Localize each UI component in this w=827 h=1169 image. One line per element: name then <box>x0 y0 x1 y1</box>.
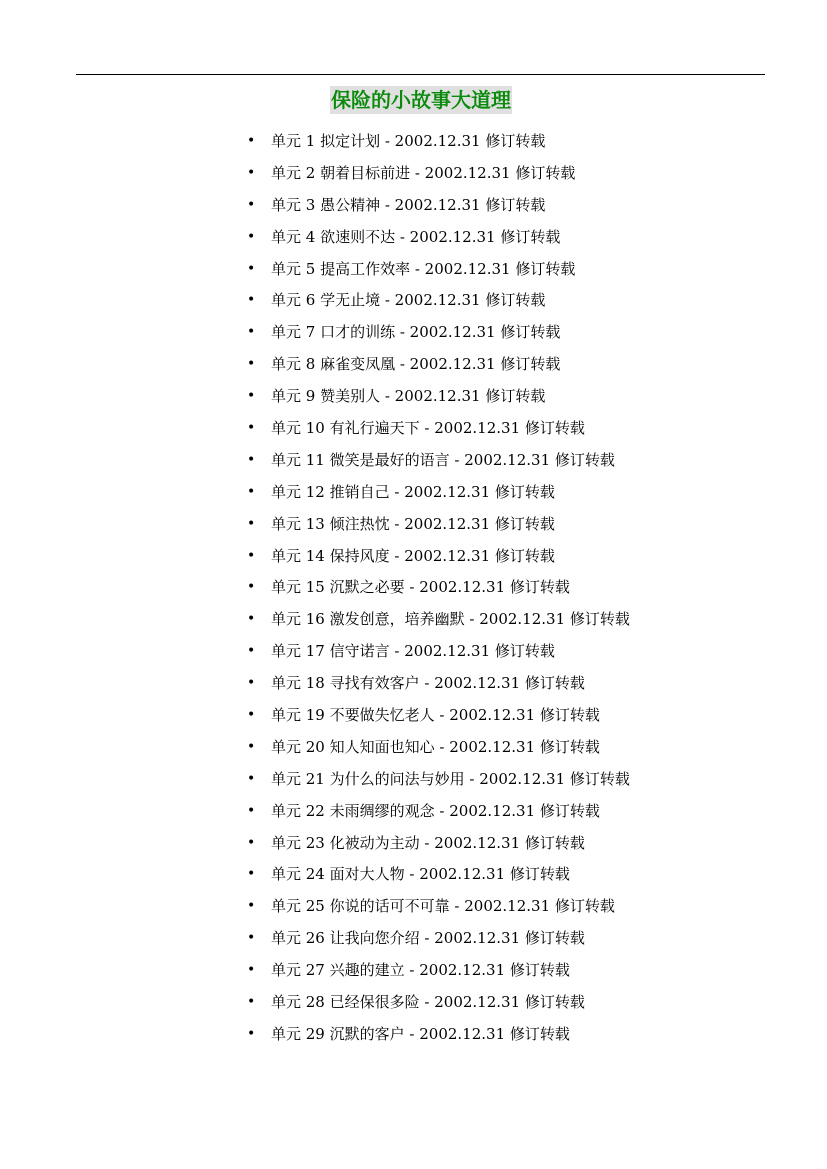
bullet-icon: • <box>247 547 256 564</box>
list-item-link[interactable]: 单元 3 愚公精神 - 2002.12.31 修订转载 <box>271 195 546 214</box>
bullet-icon: • <box>247 611 256 628</box>
list-item-link[interactable]: 单元 29 沉默的客户 - 2002.12.31 修订转载 <box>271 1024 570 1043</box>
bullet-icon: • <box>247 196 256 213</box>
bullet-icon: • <box>247 707 256 724</box>
bullet-icon: • <box>247 579 256 596</box>
bullet-icon: • <box>247 866 256 883</box>
bullet-icon: • <box>247 770 256 787</box>
bullet-icon: • <box>247 164 256 181</box>
list-item-link[interactable]: 单元 19 不要做失忆老人 - 2002.12.31 修订转载 <box>271 706 600 725</box>
bullet-icon: • <box>247 675 256 692</box>
list-item-link[interactable]: 单元 8 麻雀变凤凰 - 2002.12.31 修订转载 <box>271 355 561 374</box>
bullet-icon: • <box>247 834 256 851</box>
bullet-icon: • <box>247 133 256 149</box>
list-item-link[interactable]: 单元 23 化被动为主动 - 2002.12.31 修订转载 <box>271 833 585 852</box>
list-item-link[interactable]: 单元 24 面对大人物 - 2002.12.31 修订转载 <box>271 865 570 884</box>
list-item-link[interactable]: 单元 6 学无止境 - 2002.12.31 修订转载 <box>271 291 546 310</box>
bullet-icon: • <box>247 994 256 1011</box>
list-item-link[interactable]: 单元 10 有礼行遍天下 - 2002.12.31 修订转载 <box>271 419 585 438</box>
list-item-link[interactable]: 单元 2 朝着目标前进 - 2002.12.31 修订转载 <box>271 163 576 182</box>
list-item-link[interactable]: 单元 14 保持风度 - 2002.12.31 修订转载 <box>271 546 555 565</box>
list-item-link[interactable]: 单元 15 沉默之必要 - 2002.12.31 修订转载 <box>271 578 570 597</box>
list-item-link[interactable]: 单元 18 寻找有效客户 - 2002.12.31 修订转载 <box>271 674 585 693</box>
bullet-icon: • <box>247 483 256 500</box>
bullet-icon: • <box>247 898 256 915</box>
list-item-link[interactable]: 单元 11 微笑是最好的语言 - 2002.12.31 修订转载 <box>271 450 615 469</box>
list-item-link[interactable]: 单元 4 欲速则不达 - 2002.12.31 修订转载 <box>271 227 561 246</box>
bullet-icon: • <box>247 388 256 405</box>
top-rule <box>76 74 765 75</box>
bullet-icon: • <box>247 930 256 947</box>
list-item-link[interactable]: 单元 27 兴趣的建立 - 2002.12.31 修订转载 <box>271 961 570 980</box>
bullet-icon: • <box>247 515 256 532</box>
list-item-link[interactable]: 单元 13 倾注热忱 - 2002.12.31 修订转载 <box>271 514 555 533</box>
bullet-icon: • <box>247 1025 256 1042</box>
bullet-icon: • <box>247 356 256 373</box>
bullet-icon: • <box>247 802 256 819</box>
list-item-link[interactable]: 单元 22 未雨绸缪的观念 - 2002.12.31 修订转载 <box>271 801 600 820</box>
bullet-icon: • <box>247 962 256 979</box>
bullet-icon: • <box>247 228 256 245</box>
list-item-link[interactable]: 单元 21 为什么的问法与妙用 - 2002.12.31 修订转载 <box>271 769 630 788</box>
bullet-icon: • <box>247 260 256 277</box>
list-item-link[interactable]: 单元 16 激发创意，培养幽默 - 2002.12.31 修订转载 <box>271 610 630 629</box>
bullet-icon: • <box>247 643 256 660</box>
bullet-icon: • <box>247 420 256 437</box>
title-container <box>0 86 827 114</box>
bullet-icon: • <box>247 324 256 341</box>
list-item-link[interactable]: 单元 20 知人知面也知心 - 2002.12.31 修订转载 <box>271 737 600 756</box>
list-item-link[interactable]: 单元 26 让我向您介绍 - 2002.12.31 修订转载 <box>271 929 585 948</box>
bullet-icon: • <box>247 738 256 755</box>
list-item-link[interactable]: 单元 1 拟定计划 - 2002.12.31 修订转载 <box>271 132 546 150</box>
list-item-link[interactable]: 单元 5 提高工作效率 - 2002.12.31 修订转载 <box>271 259 576 278</box>
list-item-link[interactable]: 单元 28 已经保很多险 - 2002.12.31 修订转载 <box>271 993 585 1012</box>
list-item-link[interactable]: 单元 12 推销自己 - 2002.12.31 修订转载 <box>271 482 555 501</box>
list-item-link[interactable]: 单元 9 赞美别人 - 2002.12.31 修订转载 <box>271 387 546 406</box>
bullet-icon: • <box>247 451 256 468</box>
list-item-link[interactable]: 单元 25 你说的话可不可靠 - 2002.12.31 修订转载 <box>271 897 615 916</box>
page-title: 保险的小故事大道理 <box>331 88 511 112</box>
list-item-link[interactable]: 单元 7 口才的训练 - 2002.12.31 修订转载 <box>271 323 561 342</box>
bullet-icon: • <box>247 292 256 309</box>
list-item-link[interactable]: 单元 17 信守诺言 - 2002.12.31 修订转载 <box>271 642 555 661</box>
